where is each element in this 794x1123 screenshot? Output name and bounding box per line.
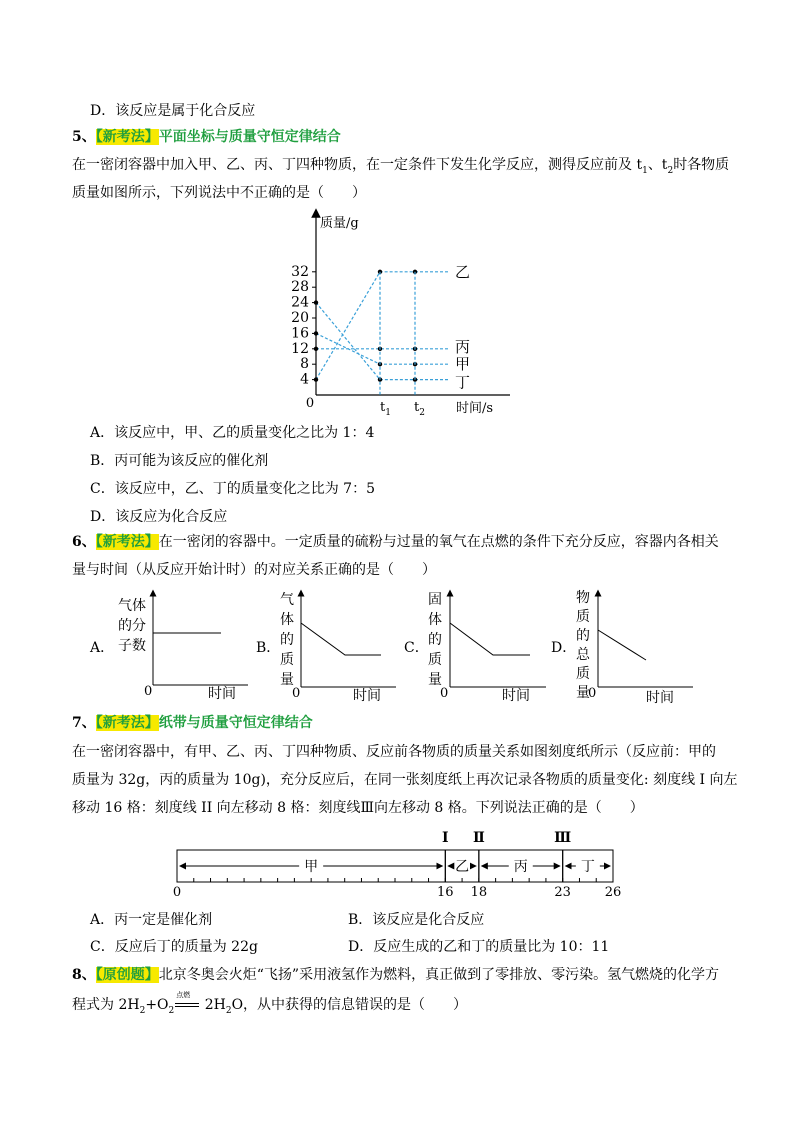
q5-xlabel: 时间/s: [456, 401, 494, 416]
q6-graph-c-ylabel-1: 固: [428, 592, 442, 608]
q6-graph-a-ylabel-1: 气体: [118, 598, 146, 614]
q5-point-0-0: [314, 377, 318, 381]
q6-graph-d-origin: 0: [588, 686, 597, 701]
q5-option-a: A．该反应中，甲、乙的质量变化之比为 1：4: [90, 425, 375, 441]
q6-graph-b: [256, 592, 396, 704]
q5-series-label-2: 甲: [455, 355, 471, 374]
q5-chart: [290, 205, 520, 420]
q6-graph-c-curve: [450, 623, 530, 655]
q7-tape-tick-label-2: 18: [470, 885, 488, 900]
q6-graph-b-letter: B．: [256, 640, 281, 656]
q8-eq-part-c: 2H: [200, 997, 226, 1013]
q8-sub-3: 2: [225, 1005, 232, 1016]
q5-point-3-0: [314, 300, 318, 304]
q7-stem3: 移动 16 格：刻度线 II 向左移动 8 格：刻度线Ⅲ向左移动 8 格。下列说法正确的是（ ）: [72, 800, 644, 816]
q8-eq-part-a: 程式为 2H: [72, 997, 140, 1013]
q6-graph-d-ylabel-2: 质: [576, 609, 590, 625]
q6-graph-d-ylabel-6: 量: [576, 685, 590, 701]
q5-header: [72, 128, 341, 146]
q6-graph-c-origin: 0: [440, 686, 449, 701]
q7-tape-segment-label-0: 甲: [304, 859, 319, 875]
q7-tape-tick-label-3: 23: [554, 885, 571, 900]
q6-graph-c-letter: C．: [404, 640, 429, 656]
q7-option-b: B．该反应是化合反应: [348, 912, 485, 928]
q6-graph-b-origin: 0: [292, 686, 301, 701]
q6-graph-b-curve: [301, 623, 381, 655]
q5-option-d: D．该反应为化合反应: [90, 509, 228, 525]
q7-header: [72, 714, 313, 732]
q8-eq-part-b: +O: [145, 997, 169, 1013]
q7-title: 纸带与质量守恒定律结合: [158, 715, 313, 731]
q5-series-line-0: [316, 272, 415, 380]
q5-series-label-0: 乙: [455, 262, 471, 281]
q8-sub-1: 2: [139, 1005, 146, 1016]
q6-stem1: 在一密闭的容器中。一定质量的硫粉与过量的氧气在点燃的条件下充分反应，容器内各相关: [158, 534, 719, 550]
q5-ytick-label-20: 20: [291, 310, 309, 326]
q6-stem2: 量与时间（从反应开始计时）的对应关系正确的是（ ）: [72, 562, 436, 578]
q6-graph-c-ylabel-5: 量: [428, 672, 442, 688]
q5-ytick-label-24: 24: [291, 294, 309, 311]
q8-tag: 【原创题】: [95, 967, 159, 983]
q6-line1: [72, 533, 719, 551]
q7-stem2: 质量为 32g，丙的质量为 10g)，充分反应后，在同一张刻度纸上再次记录各物质的质量变化: 刻度线 I 向左: [72, 772, 738, 788]
q6-graph-a-ylabel-3: 子数: [118, 638, 146, 654]
q4-option-d: D．该反应是属于化合反应: [90, 103, 256, 119]
q8-reaction-arrow: [174, 991, 200, 1012]
q5-stem-part-a: 在一密闭容器中加入甲、乙、丙、丁四种物质，在一定条件下发生化学反应，测得反应前及 t: [72, 157, 643, 173]
q5-ytick-label-8: 8: [300, 356, 309, 373]
q8-line1: [72, 966, 719, 984]
q5-point-1-0: [314, 347, 318, 351]
q7-tape-tick-label-4: 26: [604, 885, 622, 900]
q5-series-label-3: 丁: [455, 373, 471, 392]
q5-sub-2: 2: [667, 165, 674, 176]
q7-tape-mark-2: Ⅲ: [554, 830, 572, 846]
q5-point-2-0: [314, 331, 318, 335]
q8-number: 8、: [72, 967, 96, 983]
q7-option-a: A．丙一定是催化剂: [90, 912, 213, 928]
q6-graph-a: [89, 593, 248, 702]
q5-t2-label: $t_2$: [414, 400, 425, 418]
q6-graph-b-ylabel-2: 体: [280, 612, 294, 628]
q6-graph-c-ylabel-4: 质: [428, 652, 442, 668]
q5-series-line-2: [316, 333, 415, 364]
q6-graph-d-curve: [598, 630, 646, 660]
q6-graph-a-ylabel-2: 的分: [118, 618, 146, 634]
q8-line2: [72, 991, 468, 1020]
q5-series: [314, 263, 470, 395]
q5-title: 平面坐标与质量守恒定律结合: [158, 129, 341, 145]
q6-graph-d-letter: D．: [551, 640, 577, 656]
q7-tape-segment-label-1: 乙: [455, 859, 470, 875]
q8-condition: 点燃: [176, 991, 191, 999]
q7-tape-segment-label-3: 丁: [580, 859, 595, 875]
q8-sub-2: 2: [168, 1005, 175, 1016]
q6-graph-b-xlabel: 时间: [353, 688, 381, 704]
q7-tape: [160, 826, 640, 902]
q5-stem-line2: 质量如图所示，下列说法中不正确的是（ ）: [72, 185, 366, 201]
q6-graph-c-ylabel-2: 体: [428, 612, 442, 628]
q6-graphs: [88, 585, 708, 705]
q7-tape-segment-label-2: 丙: [513, 859, 528, 875]
q6-graph-d-ylabel-1: 物: [576, 590, 590, 606]
q5-origin: 0: [305, 396, 315, 411]
q5-ytick-label-32: 32: [291, 263, 309, 280]
q5-number: 5、: [72, 129, 96, 145]
q6-graph-b-ylabel-1: 气: [280, 592, 294, 608]
q6-graph-b-ylabel-5: 量: [280, 672, 294, 688]
q7-option-d: D．反应生成的乙和丁的质量比为 10：11: [348, 939, 610, 955]
q6-graph-d: [551, 589, 693, 705]
q6-graph-a-origin: 0: [144, 684, 153, 699]
q7-tape-segments: [180, 859, 610, 875]
q5-option-c: C．该反应中，乙、丁的质量变化之比为 7：5: [90, 481, 375, 497]
q5-option-b: B．丙可能为该反应的催化剂: [90, 453, 269, 469]
q8-eq-part-d: O，从中获得的信息错误的是（ ）: [231, 997, 468, 1013]
q7-tag: 【新考法】: [95, 715, 159, 731]
q5-ylabel: 质量/g: [320, 216, 359, 231]
q5-ytick-label-16: 16: [291, 325, 309, 342]
q5-ytick-label-28: 28: [291, 279, 309, 296]
q7-tape-mark-0: I: [442, 830, 449, 846]
q5-sub-1: 1: [642, 165, 648, 176]
q7-tape-mark-1: Ⅱ: [472, 830, 485, 846]
q6-graph-a-xlabel: 时间: [208, 686, 236, 702]
q7-tape-tick-label-1: 16: [437, 885, 454, 900]
q5-yticks: [291, 264, 316, 388]
q6-graph-d-ylabel-4: 总: [576, 647, 590, 663]
q6-graph-a-letter: A．: [90, 640, 115, 656]
q5-stem-part-b: 、t: [647, 157, 668, 173]
q6-graph-c-ylabel-3: 的: [428, 632, 442, 648]
q5-t1-label: $t_1$: [380, 400, 391, 418]
q6-number: 6、: [72, 534, 96, 550]
q7-stem1: 在一密闭容器中，有甲、乙、丙、丁四种物质、反应前各物质的质量关系如图刻度纸所示（反应前：甲的: [72, 744, 716, 760]
q8-stem1: 北京冬奥会火炬“飞扬”采用液氢作为燃料，真正做到了零排放、零污染。氢气燃烧的化学方: [158, 967, 720, 983]
q5-stem-line1: [72, 156, 729, 180]
q7-tape-tick-label-0: 0: [172, 885, 182, 900]
q7-tape-ticks: [177, 878, 613, 882]
q6-tag: 【新考法】: [95, 534, 159, 550]
q5-ytick-label-4: 4: [300, 371, 309, 388]
q5-stem-part-c: 时各物质: [673, 157, 730, 173]
q7-number: 7、: [72, 715, 96, 731]
q7-tape-tick-labels: [173, 885, 621, 900]
q6-graph-c: [404, 592, 546, 704]
q6-graph-b-ylabel-3: 的: [280, 632, 294, 648]
q6-graph-c-xlabel: 时间: [502, 688, 530, 704]
q6-graph-d-ylabel-3: 的: [576, 628, 590, 644]
q6-graph-d-ylabel-5: 质: [576, 666, 590, 682]
q7-option-c: C．反应后丁的质量为 22g: [90, 939, 258, 955]
q6-graph-b-ylabel-4: 质: [280, 652, 294, 668]
q5-series-label-1: 丙: [455, 337, 471, 356]
q5-ytick-label-12: 12: [291, 340, 309, 357]
q5-tag: 【新考法】: [95, 129, 159, 145]
q6-graph-d-xlabel: 时间: [646, 690, 674, 705]
